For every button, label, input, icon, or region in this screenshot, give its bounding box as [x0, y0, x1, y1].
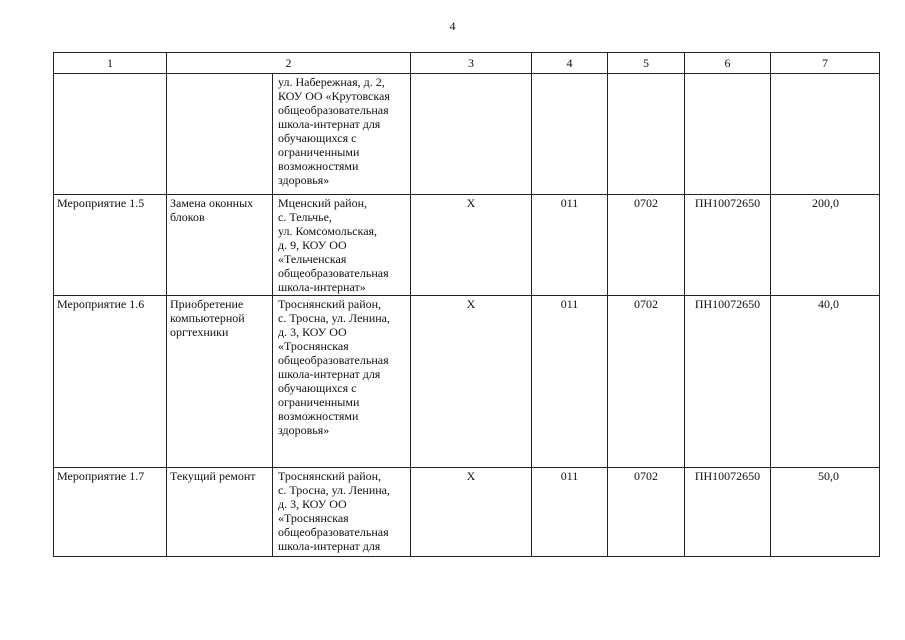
col5-cell: 0702 — [608, 296, 685, 468]
col7-cell: 200,0 — [771, 195, 880, 296]
address-cell — [273, 468, 411, 557]
address-line: школа-интернат для — [278, 539, 381, 553]
address-line: Троснянский район, — [278, 469, 382, 483]
address-line: с. Тросна, ул. Ленина, — [278, 311, 391, 325]
col5-cell: 0702 — [608, 195, 685, 296]
header-cell-1: 1 — [54, 53, 167, 74]
name-cell: Приобретение компьютерной оргтехники — [167, 296, 273, 468]
address-line: общеобразовательная — [278, 525, 389, 539]
header-cell-2: 2 — [167, 53, 411, 74]
col3-cell: Х — [411, 195, 532, 296]
address-line: «Троснянская — [278, 511, 349, 525]
address-line: здоровья» — [278, 173, 330, 187]
col3-cell: Х — [411, 296, 532, 468]
col7-cell — [771, 74, 880, 195]
header-cell-6: 6 — [685, 53, 771, 74]
address-line: ограниченными — [278, 395, 360, 409]
address-line: здоровья» — [278, 423, 330, 437]
header-cell-7: 7 — [771, 53, 880, 74]
event-cell: Мероприятие 1.5 — [54, 195, 167, 296]
col7-cell: 50,0 — [771, 468, 880, 557]
table-row — [54, 296, 880, 468]
col4-cell: 011 — [532, 195, 608, 296]
address-line: д. 3, КОУ ОО — [278, 497, 347, 511]
col4-cell: 011 — [532, 296, 608, 468]
col6-cell: ПН10072650 — [685, 296, 771, 468]
address-line: обучающихся с — [278, 381, 357, 395]
address-cell — [273, 74, 411, 195]
col3-cell — [411, 74, 532, 195]
page-number: 4 — [449, 19, 456, 33]
address-line: школа-интернат» — [278, 280, 366, 294]
address-line: ограниченными — [278, 145, 360, 159]
name-cell — [167, 74, 273, 195]
address-cell — [273, 195, 411, 296]
address-line: общеобразовательная — [278, 103, 389, 117]
address-line: Троснянский район, — [278, 297, 382, 311]
event-cell: Мероприятие 1.6 — [54, 296, 167, 468]
address-line: КОУ ОО «Крутовская — [278, 89, 390, 103]
address-line: «Тельченская — [278, 252, 347, 266]
address-line: ул. Комсомольская, — [278, 224, 378, 238]
header-cell-5: 5 — [608, 53, 685, 74]
address-line: с. Тельчье, — [278, 210, 332, 224]
address-line: обучающихся с — [278, 131, 357, 145]
address-line: общеобразовательная — [278, 266, 389, 280]
address-line: ул. Набережная, д. 2, — [278, 75, 385, 89]
name-cell: Замена оконных блоков — [167, 195, 273, 296]
address-line: школа-интернат для — [278, 117, 381, 131]
address-line: общеобразовательная — [278, 353, 389, 367]
header-cell-4: 4 — [532, 53, 608, 74]
col6-cell — [685, 74, 771, 195]
col4-cell: 011 — [532, 468, 608, 557]
col5-cell: 0702 — [608, 468, 685, 557]
address-line: школа-интернат для — [278, 367, 381, 381]
header-cell-3: 3 — [411, 53, 532, 74]
budget-table — [53, 52, 880, 557]
address-cell — [273, 296, 411, 468]
name-cell: Текущий ремонт — [167, 468, 273, 557]
event-cell: Мероприятие 1.7 — [54, 468, 167, 557]
col6-cell: ПН10072650 — [685, 195, 771, 296]
col3-cell: Х — [411, 468, 532, 557]
address-line: Мценский район, — [278, 196, 368, 210]
address-line: «Троснянская — [278, 339, 349, 353]
address-line: с. Тросна, ул. Ленина, — [278, 483, 391, 497]
col7-cell: 40,0 — [771, 296, 880, 468]
col4-cell — [532, 74, 608, 195]
table-row — [54, 74, 880, 195]
header-row — [54, 53, 880, 74]
event-cell — [54, 74, 167, 195]
table-row — [54, 468, 880, 557]
address-line: возможностями — [278, 409, 359, 423]
table-row — [54, 195, 880, 296]
address-line: д. 9, КОУ ОО — [278, 238, 347, 252]
col6-cell: ПН10072650 — [685, 468, 771, 557]
address-line: возможностями — [278, 159, 359, 173]
address-line: д. 3, КОУ ОО — [278, 325, 347, 339]
col5-cell — [608, 74, 685, 195]
